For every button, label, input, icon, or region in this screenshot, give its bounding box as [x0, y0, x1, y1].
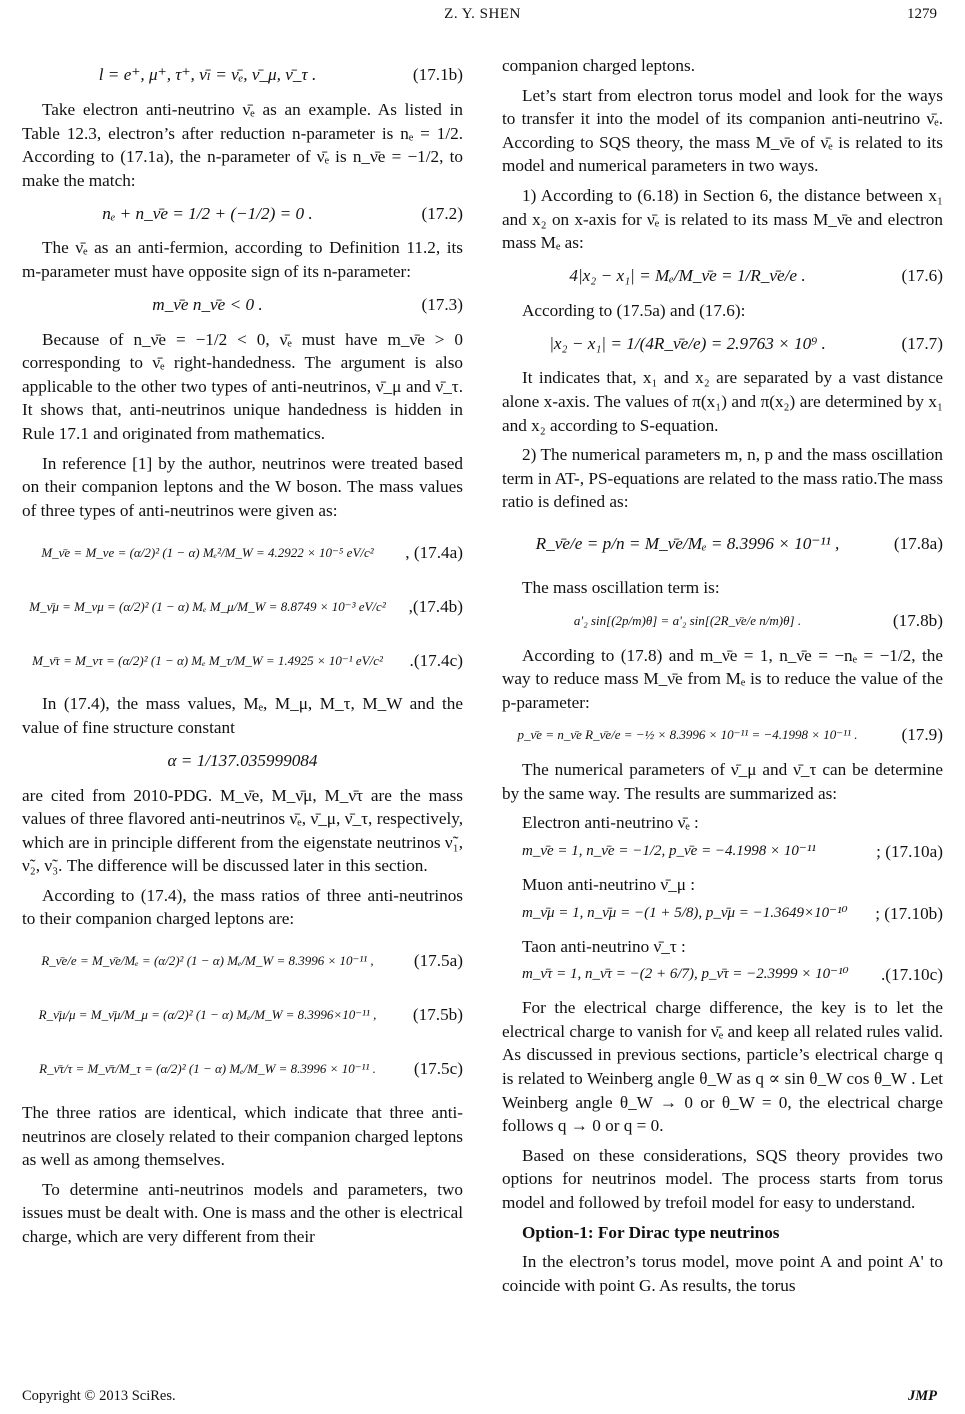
paragraph: According to (17.8) and m_ν̄e = 1, n_ν̄e = −nₑ = −1/2, the way to reduce mass M_ν̄e from Mₑ is to reduce the value of the p-parameter:: [502, 645, 943, 712]
equation-expression: m_ν̄μ = 1, n_ν̄μ = −(1 + 5/8), p_ν̄μ = −1.3649×10⁻¹⁰: [522, 904, 848, 921]
equation-number: (17.9): [901, 725, 943, 745]
equation-number: (17.5a): [413, 951, 463, 971]
equation-17-10b: [522, 901, 943, 927]
equation-17-4a: [22, 530, 463, 574]
equation-17-8a: [502, 522, 943, 566]
equation-17-5b: [22, 993, 463, 1037]
paragraph: The numerical parameters of ν̄_μ and ν̄_τ can be determine by the same way. The results are summarized as:: [502, 760, 943, 803]
equation-17-3: [22, 292, 463, 318]
equation-number: (17.1b): [412, 65, 463, 85]
paragraph: It indicates that, x₁ and x₂ are separated by a vast distance alone x-axis. The values of π(x₁) and π(x₂) are determined by x₁ and x₂ according to S-equation.: [502, 368, 943, 435]
footer-journal: JMP: [908, 1388, 937, 1404]
equation-number: (17.6): [901, 265, 943, 285]
equation-number: (17.3): [421, 294, 463, 314]
page-number: 1279: [907, 6, 937, 22]
paragraph: Because of n_ν̄e = −1/2 < 0, ν̄ₑ must have m_ν̄e > 0 corresponding to ν̄ₑ right-handedness. The argument is also applicable to the other two types of anti-neutrinos, ν̄_μ and ν̄_τ. It shows that, anti-neutrinos unique handedness is hidden in Rule 17.1 and originated from mathematics.: [22, 329, 463, 443]
equation-17-8b: [502, 608, 943, 634]
equation-expression: m_ν̄τ = 1, n_ν̄τ = −(2 + 6/7), p_ν̄τ = −2.3999 × 10⁻¹⁰: [522, 966, 849, 983]
paragraph: Let’s start from electron torus model and look for the ways to transfer it into the model of its companion anti-neutrino ν̄ₑ. According to SQS theory, the mass M_ν̄e of ν̄ₑ is related to its model and numerical parameters in two ways.: [502, 85, 943, 176]
label-electron-anti-neutrino: Electron anti-neutrino ν̄ₑ :: [522, 813, 699, 833]
equation-number: .(17.4c): [409, 650, 463, 670]
equation-17-4c: [22, 638, 463, 682]
equation-expression: m_ν̄e n_ν̄e < 0 .: [152, 294, 263, 314]
paragraph: In the electron’s torus model, move point A and point A' to coincide with point G. As results, the torus: [502, 1252, 943, 1295]
paragraph: Take electron anti-neutrino ν̄ₑ as an example. As listed in Table 12.3, electron’s after reduction n-parameter is nₑ = 1/2. According to (17.1a), the n-parameter of ν̄ₑ is n_ν̄e = −1/2, to make the match:: [22, 100, 463, 190]
paragraph: To determine anti-neutrinos models and parameters, two issues must be dealt with. One is mass and the other is electrical charge, which are very different from their: [22, 1179, 463, 1247]
equation-number: (17.8b): [892, 610, 943, 630]
equation-number: (17.8a): [893, 534, 943, 554]
paragraph: 2) The numerical parameters m, n, p and the mass oscillation term in AT-, PS-equations are related to the mass ratio.The mass ratio is defined as:: [502, 445, 943, 512]
equation-expression: |x₂ − x₁| = 1/(4R_ν̄e/e) = 2.9763 × 10⁹ .: [549, 333, 826, 353]
paragraph: Based on these considerations, SQS theory provides two options for neutrinos model. The process starts from torus model and followed by trefoil model for easy to understand.: [502, 1145, 943, 1212]
footer-copyright: Copyright © 2013 SciRes.: [22, 1388, 176, 1404]
equation-17-2: [22, 200, 463, 226]
section-heading: Option-1: For Dirac type neutrinos: [522, 1222, 780, 1242]
equation-17-4b: [22, 584, 463, 628]
equation-expression: R_ν̄e/e = p/n = M_ν̄e/Mₑ = 8.3996 × 10⁻¹¹ ,: [535, 534, 840, 554]
equation-number: ; (17.10b): [875, 903, 943, 923]
paragraph: For the electrical charge difference, the key is to let the electrical charge to vanish for ν̄ₑ and keep all related rules valid. As discussed in previous sections, particle’s electrical charge q is related to Weinberg angle θ_W as q ∝ sin θ_W cos θ_W . Let Weinberg angle θ_W → 0 or θ_W = 0, the electrical charge follows q → 0 or q = 0.: [502, 998, 943, 1136]
equation-17-5c: [22, 1047, 463, 1091]
equation-17-5a: [22, 939, 463, 983]
equation-17-10c: [522, 962, 943, 988]
equation-expression: α = 1/137.035999084: [167, 750, 318, 770]
equation-expression: R_ν̄τ/τ = M_ν̄τ/M_τ = (α/2)² (1 − α) Mₑ/M_W = 8.3996 × 10⁻¹¹ .: [39, 1061, 376, 1077]
paragraph: companion charged leptons.: [502, 56, 695, 75]
equation-expression: 4|x₂ − x₁| = Mₑ/M_ν̄e = 1/R_ν̄e/e .: [569, 265, 806, 285]
equation-expression: l = e⁺, μ⁺, τ⁺, ν̄ₗ = ν̄ₑ, ν̄_μ, ν̄_τ .: [98, 65, 317, 85]
equation-number: .(17.10c): [880, 965, 943, 985]
equation-number: (17.5c): [413, 1059, 463, 1079]
paragraph: are cited from 2010-PDG. M_ν̄e, M_ν̄μ, M_ν̄τ are the mass values of three flavored anti-neutrinos ν̄ₑ, ν̄_μ, ν̄_τ, respectively, which are in principle different from the eigenstate neutrinos ν̃₁, ν̃₂, ν̃₃. The difference will be discussed later in this section.: [22, 785, 463, 876]
paragraph: According to (17.5a) and (17.6):: [522, 300, 746, 320]
right-column: [502, 54, 943, 1303]
left-column: [22, 54, 463, 1255]
equation-17-1b: [22, 62, 463, 88]
equation-number: ; (17.10a): [876, 842, 943, 862]
equation-expression: M_ν̄μ = M_νμ = (α/2)² (1 − α) Mₑ M_μ/M_W = 8.8749 × 10⁻³ eV/c²: [29, 598, 386, 614]
equation-number: (17.5b): [412, 1005, 463, 1025]
paragraph: The three ratios are identical, which indicate that three anti-neutrinos are closely related to their companion charged leptons as well as among themselves.: [22, 1103, 463, 1170]
equation-expression: a'₂ sin[(2p/m)θ] = a'₂ sin[(2R_ν̄e/e n/m)θ] .: [573, 612, 802, 628]
paragraph: The mass oscillation term is:: [522, 577, 720, 597]
equation-expression: p_ν̄e = n_ν̄e R_ν̄e/e = −½ × 8.3996 × 10⁻¹¹ = −4.1998 × 10⁻¹¹ .: [517, 727, 858, 743]
equation-expression: nₑ + n_ν̄e = 1/2 + (−1/2) = 0 .: [102, 203, 313, 223]
equation-number: (17.2): [421, 203, 463, 223]
equation-expression: R_ν̄μ/μ = M_ν̄μ/M_μ = (α/2)² (1 − α) Mₑ/M_W = 8.3996×10⁻¹¹ ,: [38, 1007, 377, 1023]
paragraph: According to (17.4), the mass ratios of three anti-neutrinos to their companion charged leptons are:: [22, 885, 463, 929]
equation-17-9: [502, 722, 943, 748]
equation-expression: m_ν̄e = 1, n_ν̄e = −1/2, p_ν̄e = −4.1998 × 10⁻¹¹: [522, 843, 816, 860]
running-header-author: Z. Y. SHEN: [444, 6, 521, 22]
equation-17-10a: [522, 839, 943, 865]
paragraph: 1) According to (6.18) in Section 6, the distance between x₁ and x₂ on x-axis for ν̄ₑ is related to its mass M_ν̄e and electron mass Mₑ as:: [502, 185, 943, 253]
equation-number: ,(17.4b): [408, 596, 463, 616]
label-muon-anti-neutrino: Muon anti-neutrino ν̄_μ :: [522, 875, 696, 895]
equation-number: (17.7): [901, 333, 943, 353]
paragraph: In (17.4), the mass values, Mₑ, M_μ, M_τ, M_W and the value of fine structure constant: [22, 694, 463, 737]
equation-17-7: [502, 330, 943, 356]
equation-17-6: [502, 263, 943, 289]
label-taon-anti-neutrino: Taon anti-neutrino ν̄_τ :: [522, 936, 686, 956]
paragraph: The ν̄ₑ as an anti-fermion, according to Definition 11.2, its m-parameter must have opposite sign of its n-parameter:: [22, 238, 463, 281]
equation-expression: M_ν̄τ = M_ντ = (α/2)² (1 − α) Mₑ M_τ/M_W = 1.4925 × 10⁻¹ eV/c²: [32, 652, 383, 668]
equation-number: , (17.4a): [405, 542, 463, 562]
paragraph: In reference [1] by the author, neutrinos were treated based on their companion leptons and the W boson. The mass values of three types of anti-neutrinos were given as:: [22, 453, 463, 520]
equation-alpha: [22, 748, 463, 774]
equation-expression: M_ν̄e = M_νe = (α/2)² (1 − α) Mₑ²/M_W = 4.2922 × 10⁻⁵ eV/c²: [41, 544, 374, 560]
equation-expression: R_ν̄e/e = M_ν̄e/Mₑ = (α/2)² (1 − α) Mₑ/M_W = 8.3996 × 10⁻¹¹ ,: [41, 953, 374, 969]
